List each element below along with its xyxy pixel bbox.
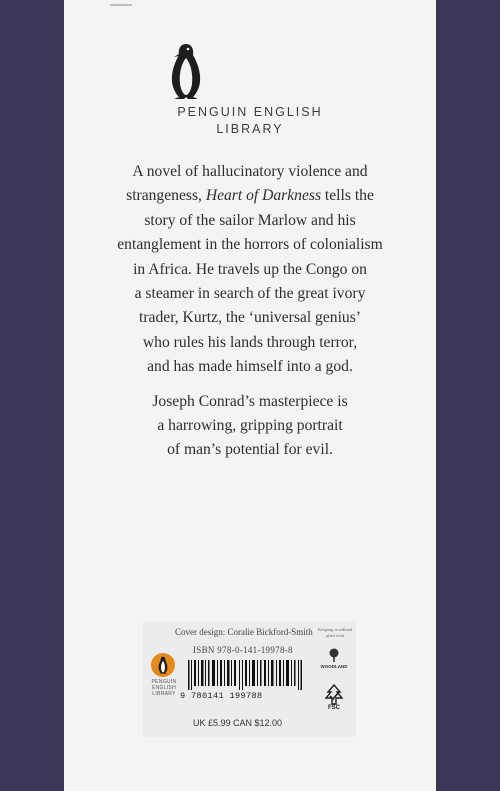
cover-design-credit: Cover design: Coralie Bickford-Smith [175,627,313,637]
blurb-line: Joseph Conrad’s masterpiece is [152,392,348,410]
series-line-1: PENGUIN ENGLISH [177,105,323,119]
blurb-line: of man’s potential for evil. [167,441,333,459]
right-spine-edge [436,0,500,791]
penguin-logo-icon [167,42,205,100]
price-label: UK £5.99 CAN $12.00 [193,718,283,728]
barcode-digits: 9 780141 199788 [180,691,263,701]
book-title: Heart of Darkness [205,187,322,205]
woodland-trust-text: Keeping woodland plant with [317,627,353,638]
blurb-paragraph-2 [64,390,436,463]
fsc-tree-check-icon [322,683,346,707]
barcode-icon [188,660,302,690]
blurb-paragraph-1 [64,160,436,380]
penguin-mini-logo-icon [151,653,175,677]
tree-icon [327,648,341,662]
series-line-2: LIBRARY [216,122,284,136]
series-title [64,104,436,138]
blurb-line: a steamer in search of the great ivory [134,285,366,303]
left-spine-edge [0,0,64,791]
blurb-line: strangeness, Heart of Darkness tells the [126,187,374,205]
blurb-line: who rules his lands through terror, [142,333,358,351]
blurb [64,160,436,463]
blurb-line: a harrowing, gripping portrait [157,417,343,435]
blurb-line: in Africa. He travels up the Congo on [133,260,367,278]
blurb-line: story of the sailor Marlow and his [144,211,356,229]
woodland-trust-label: WOODLAND [320,664,348,669]
blurb-line: entanglement in the horrors of colonialism [117,236,383,254]
fsc-label: FSC [328,705,340,711]
blurb-line: A novel of hallucinatory violence and [132,163,368,180]
blurb-line: and has made himself into a god. [147,358,353,376]
mini-series-label: PENGUIN ENGLISH LIBRARY [151,679,177,697]
isbn-number: ISBN 978-0-141-19978-8 [193,645,293,655]
top-ornament [110,0,132,6]
blurb-line: trader, Kurtz, the ‘universal genius’ [139,309,361,327]
